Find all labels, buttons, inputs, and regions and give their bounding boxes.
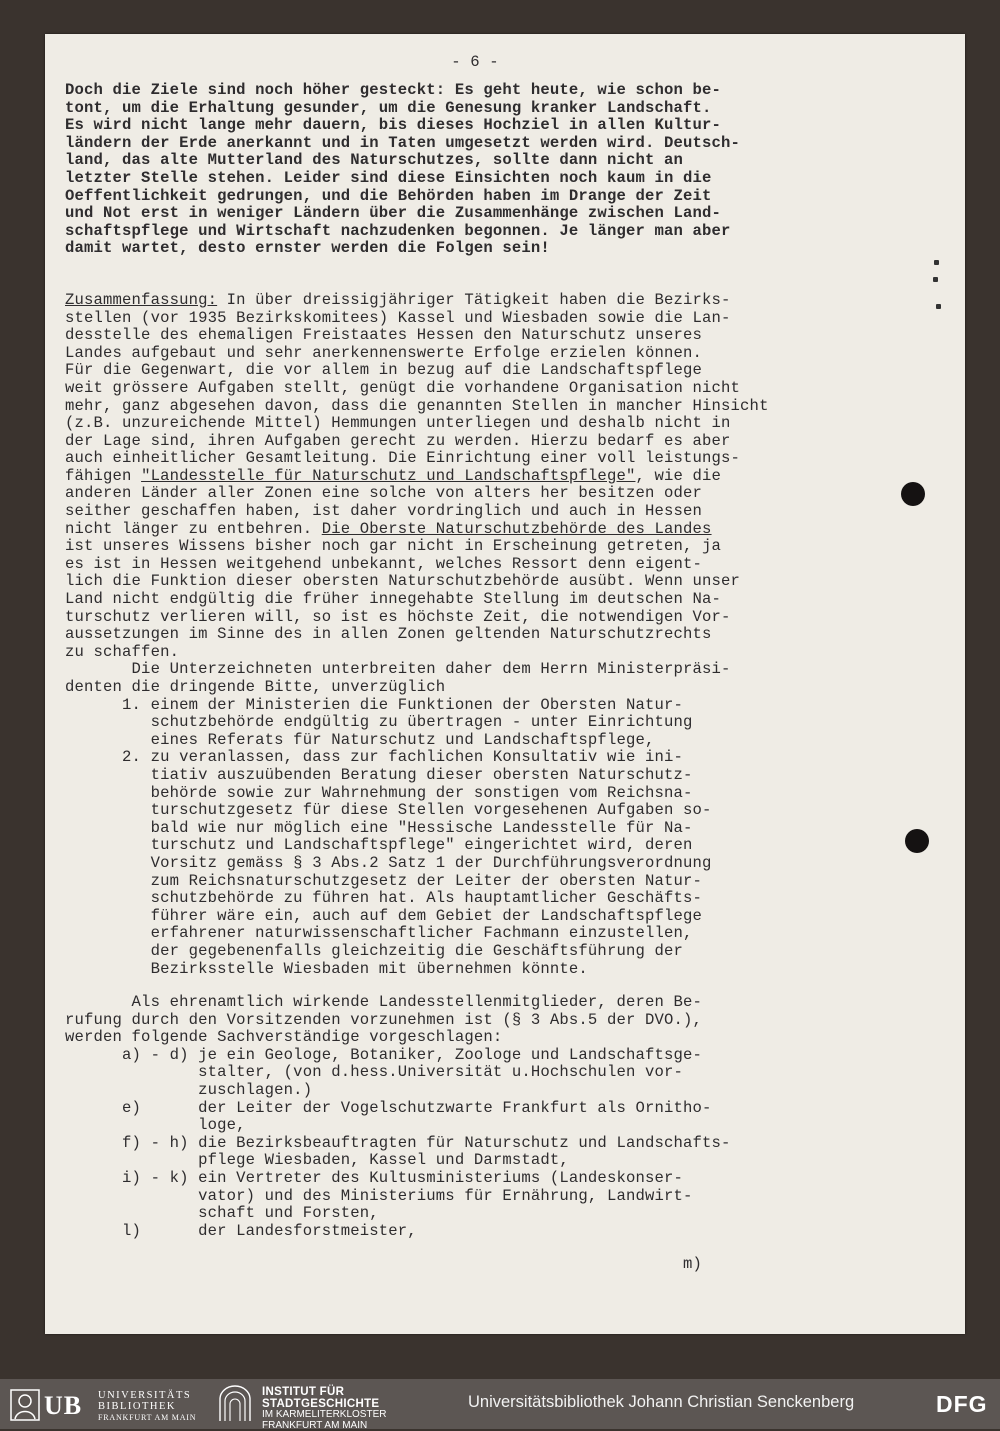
text-line: ist unseres Wissens bisher noch gar nicht in Erscheinung getreten, ja bbox=[65, 538, 945, 556]
text-line: damit wartet, desto ernster werden die Folgen sein! bbox=[65, 240, 945, 258]
institut-line: STADTGESCHICHTE bbox=[262, 1398, 379, 1410]
ub-line: FRANKFURT AM MAIN bbox=[98, 1412, 196, 1423]
text-line: mehr, ganz abgesehen davon, dass die genannten Stellen in mancher Hinsicht bbox=[65, 398, 945, 416]
text-line: turschutz und Landschaftspflege" eingerichtet wird, deren bbox=[65, 837, 945, 855]
footer-bar bbox=[0, 1379, 1000, 1429]
text-line: führer wäre ein, auch auf dem Gebiet der Landschaftspflege bbox=[65, 908, 945, 926]
ub-mark: UB bbox=[44, 1391, 82, 1421]
ub-line: BIBLIOTHEK bbox=[98, 1401, 196, 1412]
text-line: pflege Wiesbaden, Kassel und Darmstadt, bbox=[65, 1152, 945, 1170]
dfg-logo[interactable]: DFG bbox=[936, 1391, 988, 1418]
summary-heading: Zusammenfassung: bbox=[65, 291, 217, 309]
text-segment: fähigen bbox=[65, 467, 141, 485]
text-line: erfahrener naturwissenschaftlicher Fachmann einzustellen, bbox=[65, 925, 945, 943]
text-line: der Lage sind, ihren Aufgaben gerecht zu werden. Hierzu bedarf es aber bbox=[65, 433, 945, 451]
text-line: und Not erst in weniger Ländern über die Zusammenhänge zwischen Land- bbox=[65, 205, 945, 223]
text-line: zu schaffen. bbox=[65, 644, 945, 662]
text-line: Die Unterzeichneten unterbreiten daher dem Herrn Ministerpräsi- bbox=[65, 661, 945, 679]
text-line: Als ehrenamtlich wirkende Landesstellenmitglieder, deren Be- bbox=[65, 994, 945, 1012]
institut-line: IM KARMELITERKLOSTER bbox=[262, 1410, 386, 1421]
text-line: Bezirksstelle Wiesbaden mit übernehmen könnte. bbox=[65, 961, 945, 979]
text-line: behörde sowie zur Wahrnehmung der sonstigen vom Reichsna- bbox=[65, 785, 945, 803]
text-line bbox=[65, 292, 945, 310]
text-line: werden folgende Sachverständige vorgeschlagen: bbox=[65, 1029, 945, 1047]
text-line: Es wird nicht lange mehr dauern, bis dieses Hochziel in allen Kultur- bbox=[65, 117, 945, 135]
text-line: anderen Länder aller Zonen eine solche von alters her besitzen oder bbox=[65, 485, 945, 503]
text-line: bald wie nur möglich eine "Hessische Landesstelle für Na- bbox=[65, 820, 945, 838]
text-line: rufung durch den Vorsitzenden vorzunehmen ist (§ 3 Abs.5 der DVO.), bbox=[65, 1012, 945, 1030]
text-line: loge, bbox=[65, 1117, 945, 1135]
typewritten-text bbox=[65, 52, 945, 1274]
list-item: l) der Landesforstmeister, bbox=[65, 1223, 945, 1241]
text-line: weit grössere Aufgaben stellt, genügt die vorhandene Organisation nicht bbox=[65, 380, 945, 398]
text-segment: nicht länger zu entbehren. bbox=[65, 520, 322, 538]
list-item: a) - d) je ein Geologe, Botaniker, Zoologe und Landschaftsge- bbox=[65, 1047, 945, 1065]
text-line: turschutzgesetz für diese Stellen vorgesehenen Aufgaben so- bbox=[65, 802, 945, 820]
list-item: 2. zu veranlassen, dass zur fachlichen Konsultativ wie ini- bbox=[65, 749, 945, 767]
text-line: letzter Stelle stehen. Leider sind diese Einsichten noch kaum in die bbox=[65, 170, 945, 188]
text-line: stalter, (von d.hess.Universität u.Hochschulen vor- bbox=[65, 1064, 945, 1082]
text-line: der gegebenenfalls gleichzeitig die Geschäftsführung der bbox=[65, 943, 945, 961]
text-line: tiativ auszuübenden Beratung dieser obersten Naturschutz- bbox=[65, 767, 945, 785]
text-line bbox=[65, 521, 945, 539]
page-number: - 6 - bbox=[65, 52, 885, 72]
paragraph-members bbox=[65, 994, 945, 1240]
institut-text bbox=[262, 1387, 386, 1431]
text-line: desstelle des ehemaligen Freistaates Hessen den Naturschutz unseres bbox=[65, 327, 945, 345]
institut-line: INSTITUT FÜR bbox=[262, 1386, 344, 1398]
text-line: Oeffentlichkeit gedrungen, und die Behörden haben im Drange der Zeit bbox=[65, 188, 945, 206]
paragraph-summary bbox=[65, 292, 945, 978]
text-line: seither geschaffen haben, ist daher vordringlich und auch in Hessen bbox=[65, 503, 945, 521]
text-segment: In über dreissigjähriger Tätigkeit haben die Bezirks- bbox=[217, 291, 730, 309]
text-line: ländern der Erde anerkannt und in Taten umgesetzt werden wird. Deutsch- bbox=[65, 135, 945, 153]
text-line: schutzbehörde endgültig zu übertragen - unter Einrichtung bbox=[65, 714, 945, 732]
portrait-icon bbox=[10, 1389, 40, 1421]
text-line: stellen (vor 1935 Bezirkskomitees) Kassel und Wiesbaden sowie die Lan- bbox=[65, 310, 945, 328]
text-line: auch einheitlicher Gesamtleitung. Die Einrichtung einer voll leistungs- bbox=[65, 450, 945, 468]
text-line: zuschlagen.) bbox=[65, 1082, 945, 1100]
text-line: vator) und des Ministeriums für Ernährung, Landwirt- bbox=[65, 1188, 945, 1206]
text-line: lich die Funktion dieser obersten Naturschutzbehörde ausübt. Wenn unser bbox=[65, 573, 945, 591]
text-line: eines Referats für Naturschutz und Landschaftspflege, bbox=[65, 732, 945, 750]
underlined-landesstelle: "Landesstelle für Naturschutz und Landschaftspflege" bbox=[141, 467, 635, 485]
continuation-marker: m) bbox=[65, 1256, 945, 1274]
text-line: aussetzungen im Sinne des in allen Zonen geltenden Naturschutzrechts bbox=[65, 626, 945, 644]
underlined-oberste-behoerde: Die Oberste Naturschutzbehörde des Landes bbox=[322, 520, 712, 538]
text-line: tont, um die Erhaltung gesunder, um die Genesung kranker Landschaft. bbox=[65, 100, 945, 118]
ub-line: UNIVERSITÄTS bbox=[98, 1390, 196, 1401]
list-item: f) - h) die Bezirksbeauftragten für Naturschutz und Landschafts- bbox=[65, 1135, 945, 1153]
list-item: e) der Leiter der Vogelschutzwarte Frankfurt als Ornitho- bbox=[65, 1100, 945, 1118]
text-line: (z.B. unzureichende Mittel) Hemmungen unterliegen und deshalb nicht in bbox=[65, 415, 945, 433]
text-line: schaftspflege und Wirtschaft nachzudenken begonnen. Je länger man aber bbox=[65, 223, 945, 241]
list-item: 1. einem der Ministerien die Funktionen der Obersten Natur- bbox=[65, 697, 945, 715]
institut-logo[interactable] bbox=[218, 1385, 438, 1425]
text-line: land, das alte Mutterland des Naturschutzes, sollte dann nicht an bbox=[65, 152, 945, 170]
text-line: Vorsitz gemäss § 3 Abs.2 Satz 1 der Durchführungsverordnung bbox=[65, 855, 945, 873]
ub-logo-text bbox=[98, 1390, 196, 1423]
text-line: Landes aufgebaut und sehr anerkennenswerte Erfolge erzielen können. bbox=[65, 345, 945, 363]
text-line: Land nicht endgültig die früher innegehabte Stellung im deutschen Na- bbox=[65, 591, 945, 609]
document-page bbox=[45, 34, 965, 1334]
arch-icon bbox=[218, 1385, 252, 1421]
text-line: schutzbehörde zu führen hat. Als hauptamtlicher Geschäfts- bbox=[65, 890, 945, 908]
text-line: Für die Gegenwart, die vor allem in bezug auf die Landschaftspflege bbox=[65, 362, 945, 380]
text-line: schaft und Forsten, bbox=[65, 1205, 945, 1223]
text-line: turschutz verlieren will, so ist es höchste Zeit, die notwendigen Vor- bbox=[65, 609, 945, 627]
list-item: i) - k) ein Vertreter des Kultusministeriums (Landeskonser- bbox=[65, 1170, 945, 1188]
text-line bbox=[65, 468, 945, 486]
paragraph-goals bbox=[65, 82, 945, 258]
text-line: zum Reichsnaturschutzgesetz der Leiter der obersten Natur- bbox=[65, 873, 945, 891]
text-segment: , wie die bbox=[635, 467, 721, 485]
text-line: denten die dringende Bitte, unverzüglich bbox=[65, 679, 945, 697]
text-line: es ist in Hessen weitgehend unbekannt, welches Ressort denn eigent- bbox=[65, 556, 945, 574]
library-title: Universitätsbibliothek Johann Christian Senckenberg bbox=[468, 1393, 854, 1412]
ub-logo[interactable] bbox=[10, 1387, 210, 1423]
institut-line: FRANKFURT AM MAIN bbox=[262, 1421, 386, 1431]
text-line: Doch die Ziele sind noch höher gesteckt: Es geht heute, wie schon be- bbox=[65, 82, 945, 100]
